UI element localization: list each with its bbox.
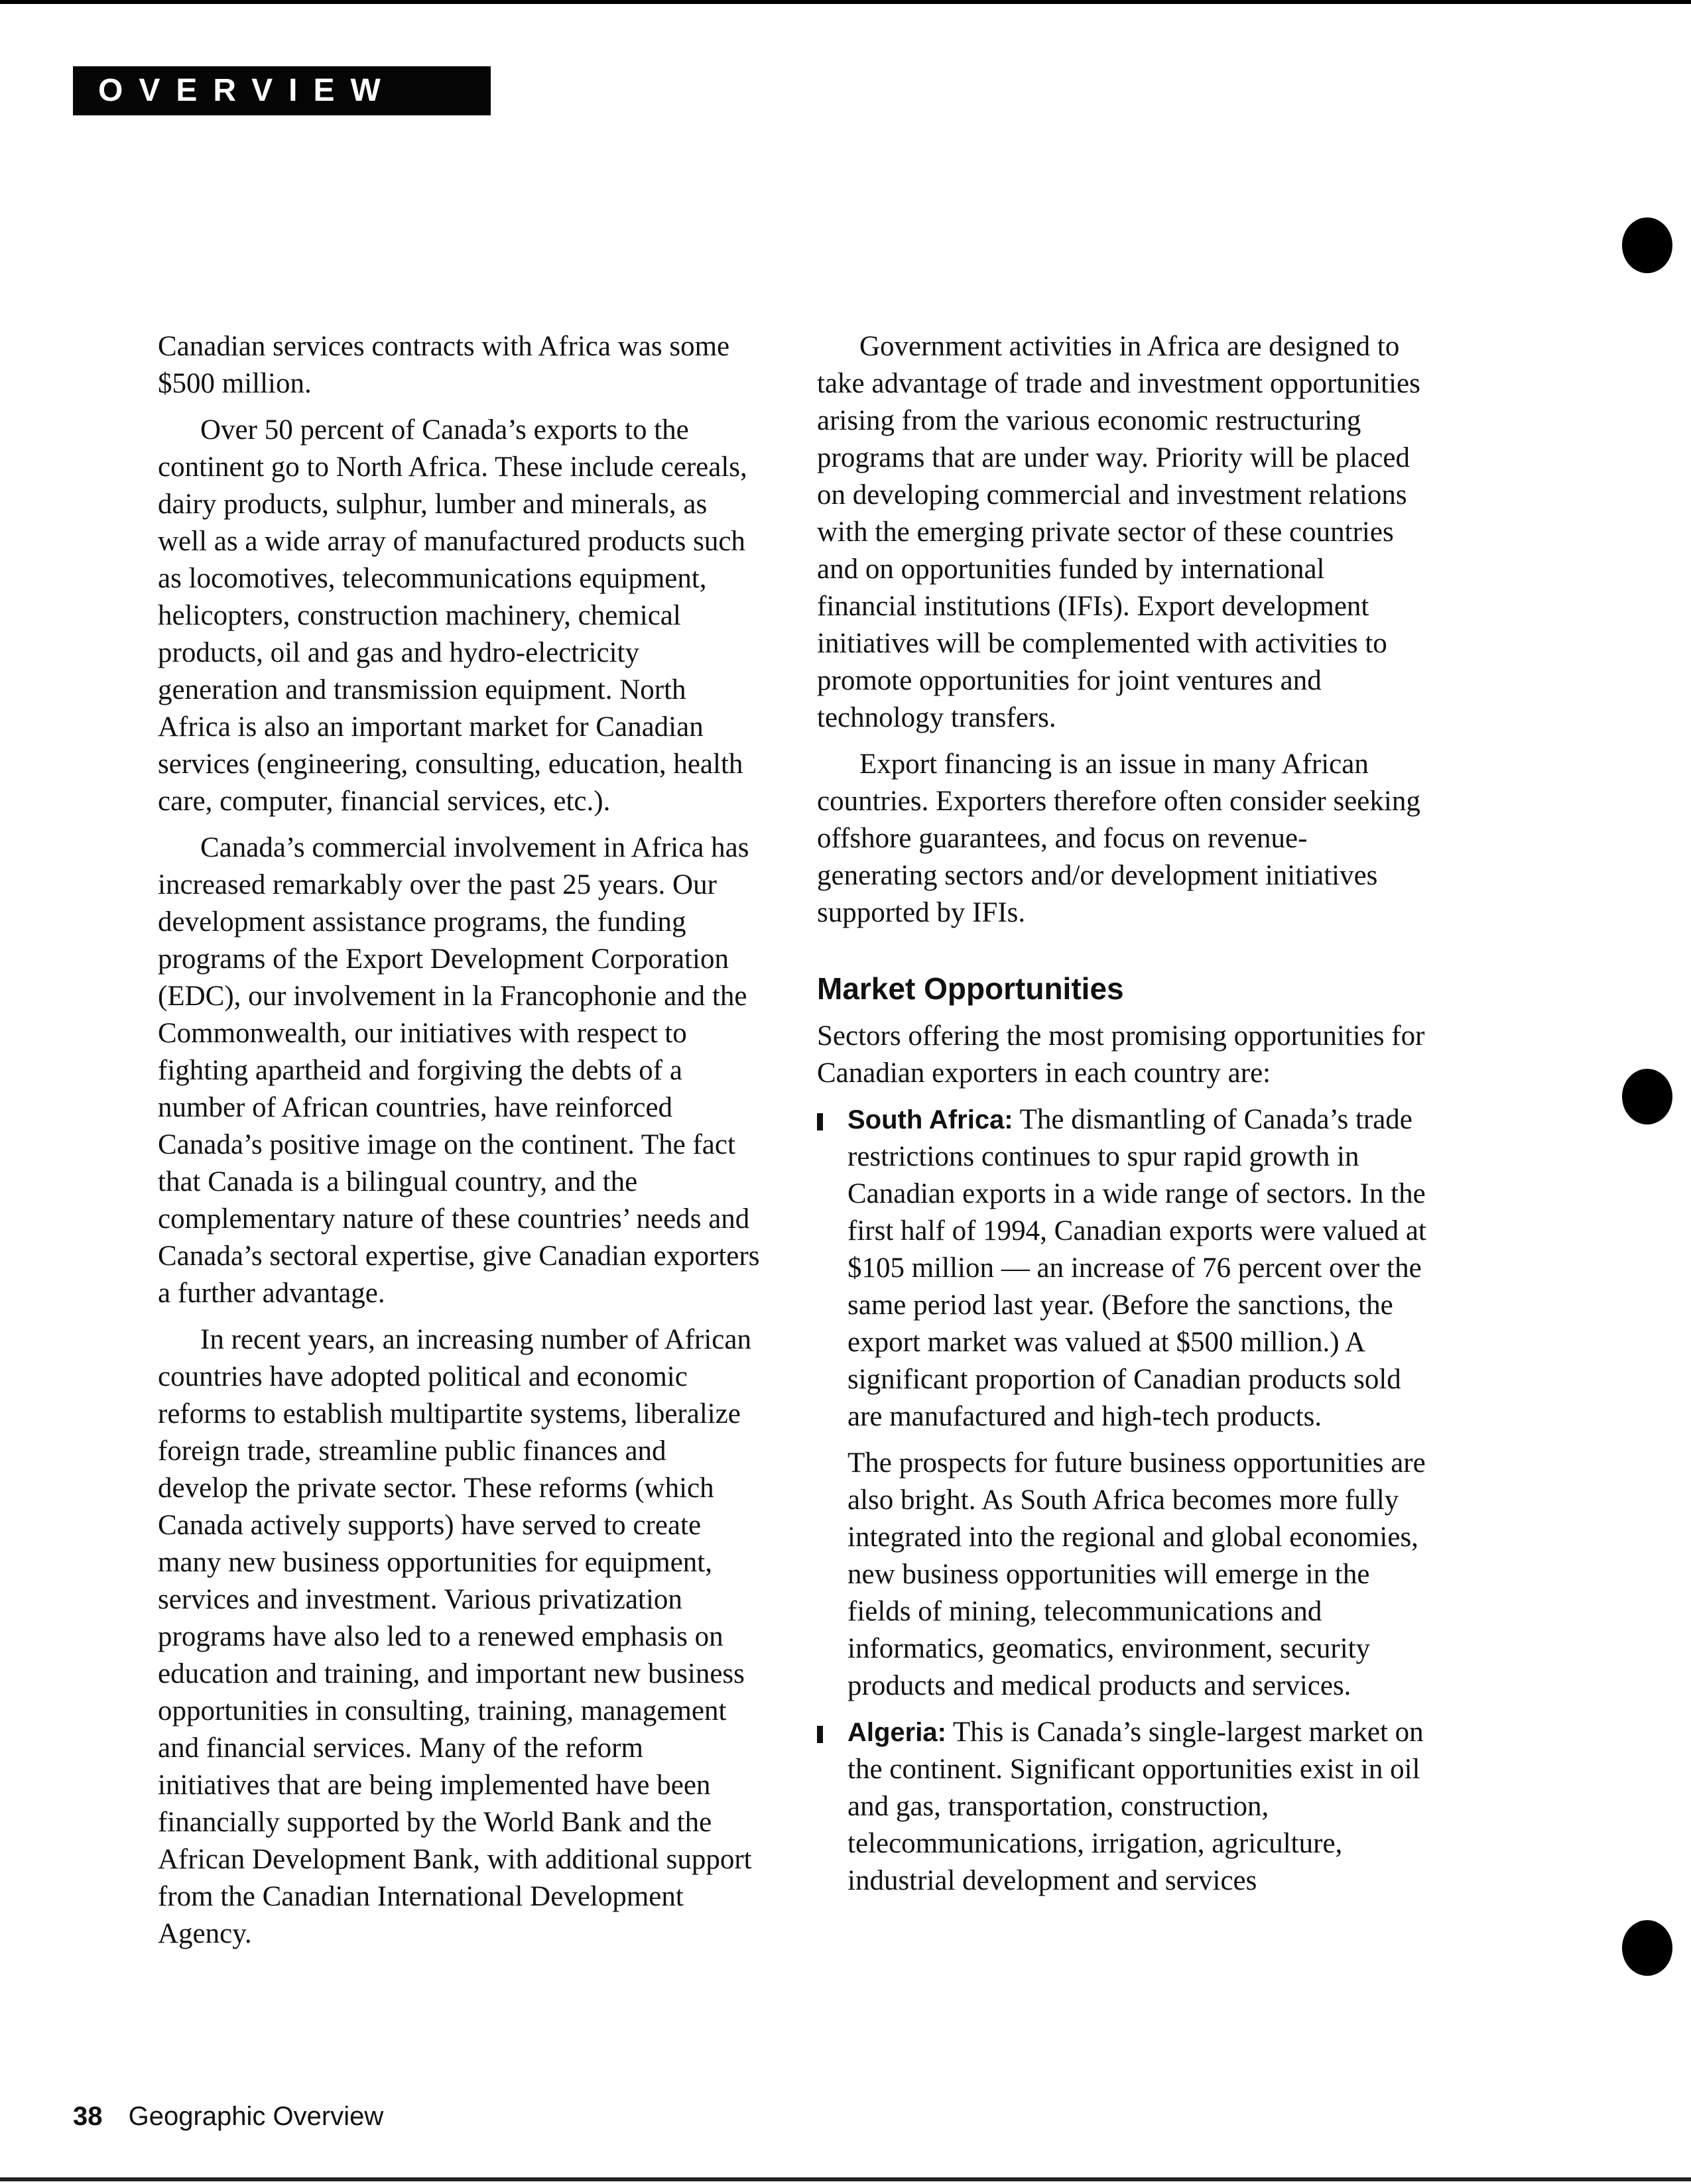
paragraph: In recent years, an increasing number of African countries have adopted political and economic reforms to establish multipartite systems, liberalize foreign trade, streamline public finances and develop the private sector. These reforms (which Canada actively supports) have served to create many new business opportunities for equipment, services and investment. Various privatization programs have also led to a renewed emphasis on education and training, and important new business opportunities in consulting, training, management and financial services. Many of the reform initiatives that are being implemented have been financially supported by the World Bank and the African Development Bank, with additional support from the Canadian International Development Agency. xyxy=(158,1324,752,1949)
page-footer xyxy=(73,2102,383,2132)
bullet-algeria xyxy=(817,1714,1427,1900)
paragraph: Government activities in Africa are designed to take advantage of trade and investment opportunities arising from the various economic restructuring programs that are under way. Priority will be placed on developing commercial and investment relations with the emerging private sector of these countries and on opportunities funded by international financial institutions (IFIs). Export development initiatives will be complemented with activities to promote opportunities for joint ventures and technology transfers. xyxy=(817,331,1420,733)
binder-hole-icon xyxy=(1622,217,1672,273)
paragraph: Canada’s commercial involvement in Africa has increased remarkably over the past 25 years. Our development assistance programs, the funding programs of the Export Development Corporation (EDC), our involvement in la Francophonie and the Commonwealth, our initiatives with respect to fighting apartheid and forgiving the debts of a number of African countries, have reinforced Canada’s positive image on the continent. The fact that Canada is a bilingual country, and the complementary nature of these countries’ needs and Canada’s sectoral expertise, give Canadian exporters a further advantage. xyxy=(158,832,760,1309)
bullet-text: The dismantling of Canada’s trade restrictions continues to spur rapid growth in Canadian exports in a wide range of sectors. In the first half of 1994, Canadian exports were valued at $105 million — an increase of 76 percent over the same period last year. (Before the sanctions, the export market was valued at $500 million.) A significant proportion of Canadian products sold are manufactured and high-tech products. xyxy=(847,1104,1426,1432)
bottom-rule xyxy=(0,2177,1691,2181)
footer-section: Geographic Overview xyxy=(128,2102,384,2131)
bullet-label: South Africa: xyxy=(847,1105,1013,1134)
bullet-icon xyxy=(817,1726,823,1743)
top-rule xyxy=(0,0,1691,4)
paragraph: Export financing is an issue in many African countries. Exporters therefore often consider seeking offshore guarantees, and focus on revenue-generating sectors and/or development initiatives supported by IFIs. xyxy=(817,749,1420,928)
bullet-text: This is Canada’s single-largest market on the continent. Significant opportunities exist in oil and gas, transportation, construction, telecommunications, irrigation, agriculture, industrial development and services xyxy=(847,1717,1424,1896)
left-column xyxy=(158,328,761,1962)
bullet-icon xyxy=(817,1113,823,1130)
bullet-south-africa xyxy=(817,1101,1427,1435)
binder-hole-icon xyxy=(1622,1920,1672,1976)
paragraph: Over 50 percent of Canada’s exports to the continent go to North Africa. These include cereals, dairy products, sulphur, lumber and minerals, as well as a wide array of manufactured products such as locomotives, telecommunications equipment, helicopters, construction machinery, chemical products, oil and gas and hydro-electricity generation and transmission equipment. North Africa is also an important market for Canadian services (engineering, consulting, education, health care, computer, financial services, etc.). xyxy=(158,414,747,817)
bullet-continuation: The prospects for future business opportunities are also bright. As South Africa becomes more fully integrated into the regional and global economies, new business opportunities will emerge in the fields of mining, telecommunications and informatics, geomatics, environment, security products and medical products and services. xyxy=(847,1447,1426,1701)
intro-paragraph: Sectors offering the most promising opportunities for Canadian exporters in each country are: xyxy=(817,1020,1425,1089)
page-number: 38 xyxy=(73,2102,103,2131)
section-heading: Market Opportunities xyxy=(817,971,1124,1006)
bullet-label: Algeria: xyxy=(847,1718,946,1747)
section-banner: OVERVIEW xyxy=(73,66,491,115)
binder-hole-icon xyxy=(1622,1069,1672,1124)
right-column xyxy=(817,328,1427,1909)
paragraph: Canadian services contracts with Africa was some $500 million. xyxy=(158,331,730,399)
